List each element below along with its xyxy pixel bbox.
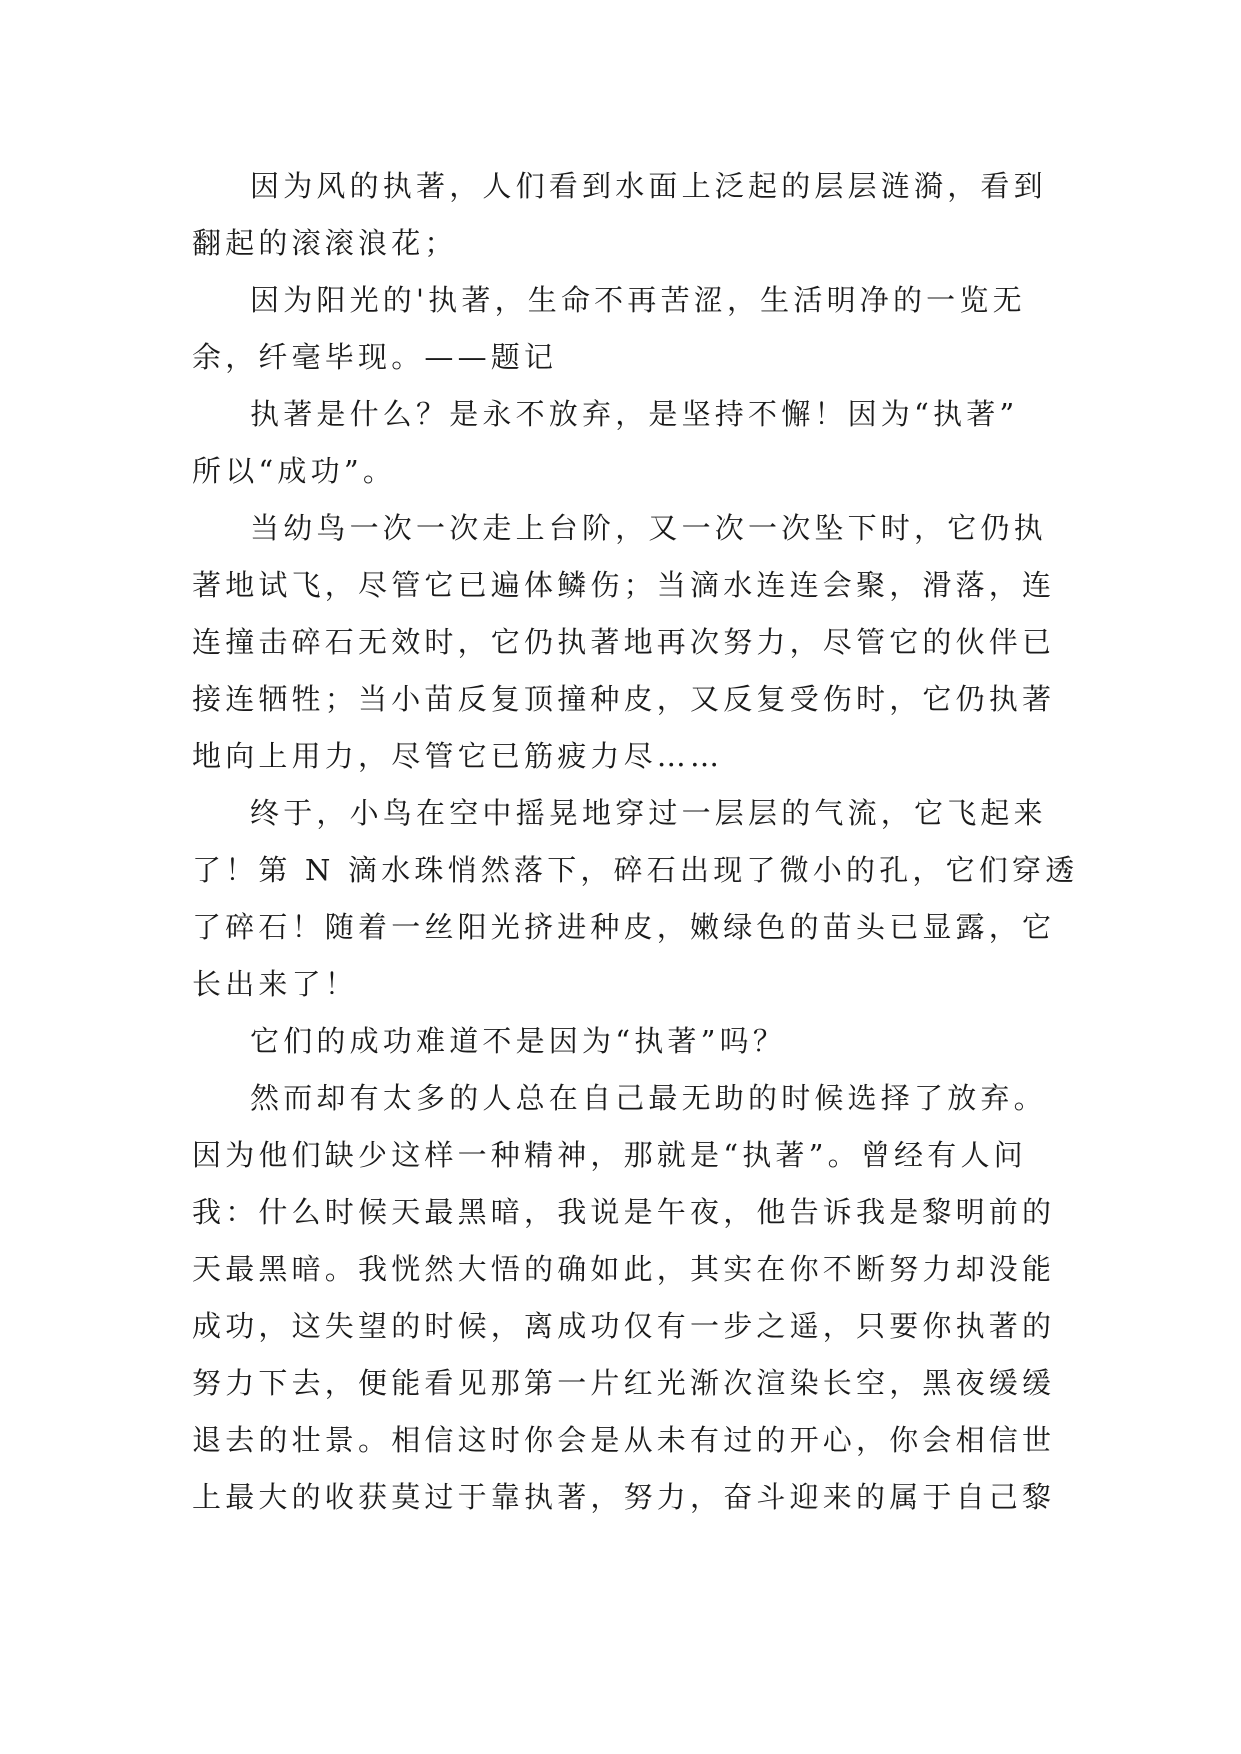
paragraph-question (192, 1013, 1058, 1070)
text-line: 它们的成功难道不是因为“执著”吗？ (250, 1024, 787, 1058)
text-line: 地向上用力，尽管它已筋疲力尽…… (192, 739, 724, 773)
paragraph-examples (192, 500, 1058, 785)
paragraph-epigraph-wind (192, 158, 1058, 272)
article-body (192, 158, 1079, 1526)
text-line: 接连牺牲；当小苗反复顶撞种皮，又反复受伤时，它仍执著 (192, 682, 1056, 716)
paragraph-epigraph-sunlight (192, 272, 1058, 386)
text-line: 然而却有太多的人总在自己最无助的时候选择了放弃。 (250, 1081, 1047, 1115)
text-line: 因为阳光的'执著，生命不再苦涩，生活明净的一览无 (250, 283, 1026, 317)
text-line: 余，纤毫毕现。——题记 (192, 340, 558, 374)
text-line: 退去的壮景。相信这时你会是从未有过的开心，你会相信世 (192, 1423, 1056, 1457)
text-line: 执著是什么？是永不放弃，是坚持不懈！因为“执著” (250, 397, 1019, 431)
text-line: 天最黑暗。我恍然大悟的确如此，其实在你不断努力却没能 (192, 1252, 1056, 1286)
paragraph-success (192, 785, 1079, 1013)
text-line: 因为风的执著，人们看到水面上泛起的层层涟漪，看到 (250, 169, 1047, 203)
text-line: 了碎石！随着一丝阳光挤进种皮，嫩绿色的苗头已显露，它 (192, 910, 1056, 944)
text-line: 上最大的收获莫过于靠执著，努力，奋斗迎来的属于自己黎 (192, 1480, 1056, 1514)
text-line: 成功，这失望的时候，离成功仅有一步之遥，只要你执著的 (192, 1309, 1056, 1343)
text-line: 因为他们缺少这样一种精神，那就是“执著”。曾经有人问 (192, 1138, 1027, 1172)
text-line: 当幼鸟一次一次走上台阶，又一次一次坠下时，它仍执 (250, 511, 1047, 545)
text-line: 了！第 N 滴水珠悄然落下，碎石出现了微小的孔，它们穿透 (192, 853, 1079, 887)
text-line: 著地试飞，尽管它已遍体鳞伤；当滴水连连会聚，滑落，连 (192, 568, 1056, 602)
text-line: 翻起的滚滚浪花； (192, 226, 458, 260)
text-line: 努力下去，便能看见那第一片红光渐次渲染长空，黑夜缓缓 (192, 1366, 1056, 1400)
text-line: 终于，小鸟在空中摇晃地穿过一层层的气流，它飞起来 (250, 796, 1047, 830)
paragraph-giving-up (192, 1070, 1058, 1526)
text-line: 所以“成功”。 (192, 454, 397, 488)
text-line: 长出来了！ (192, 967, 359, 1001)
text-line: 连撞击碎石无效时，它仍执著地再次努力，尽管它的伙伴已 (192, 625, 1056, 659)
text-line: 我：什么时候天最黑暗，我说是午夜，他告诉我是黎明前的 (192, 1195, 1056, 1229)
paragraph-what-is-persistence (192, 386, 1058, 500)
